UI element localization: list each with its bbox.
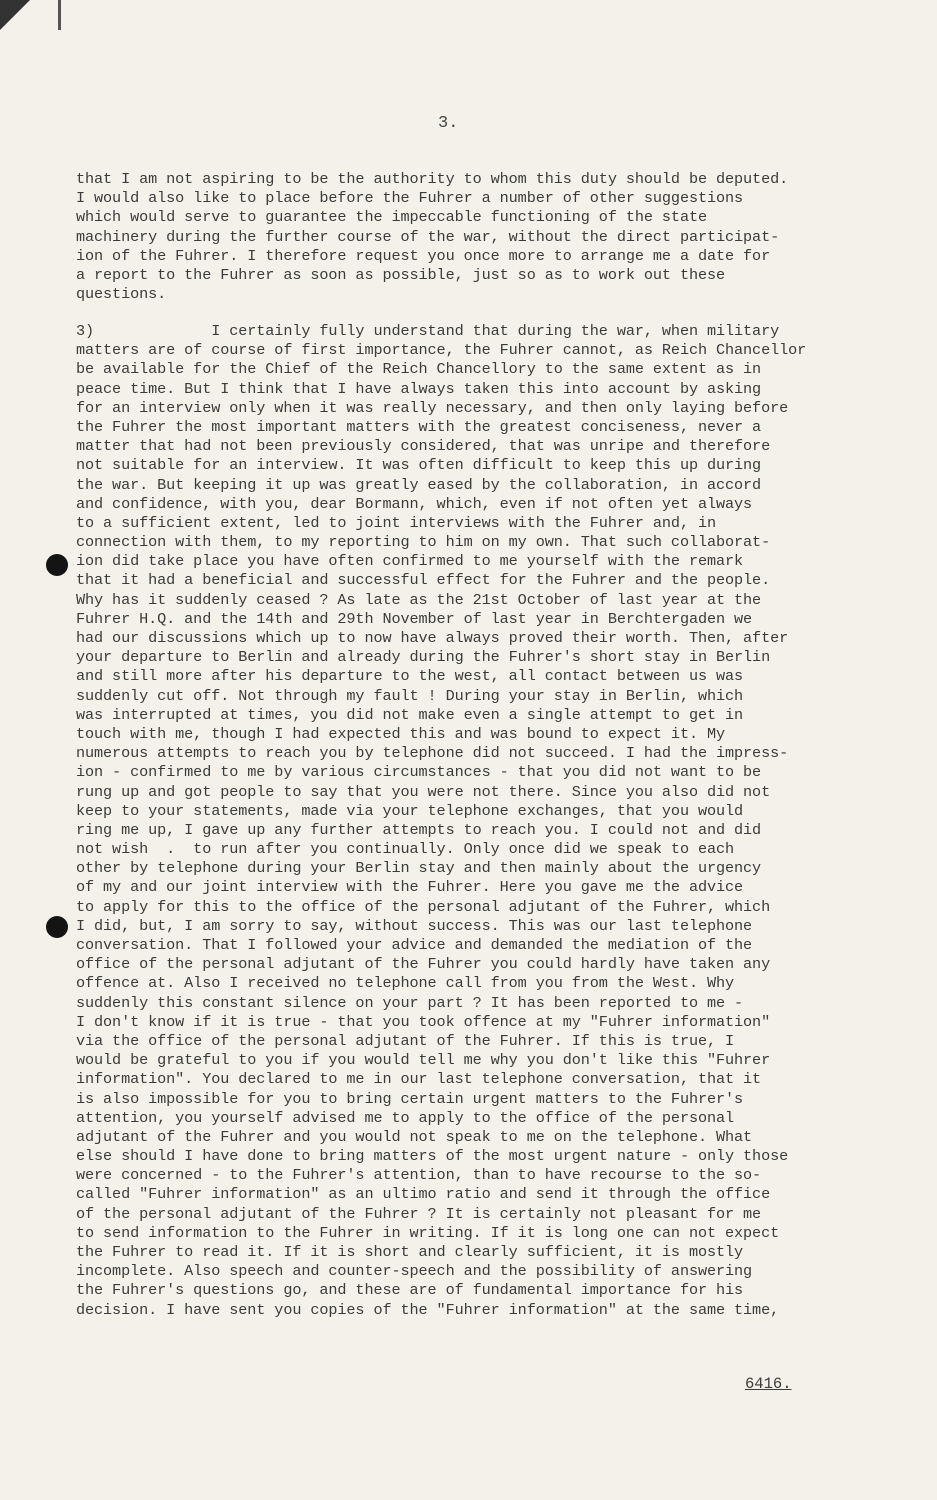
text-line: matters are of course of first importance, the Fuhrer cannot, as Reich Chancellor [76,341,807,360]
text-line: suddenly this constant silence on your part ? It has been reported to me - [76,993,744,1012]
paragraph-2 [76,322,876,1320]
text-line: matter that had not been previously considered, that was unripe and therefore [76,437,771,456]
text-line: conversation. That I followed your advice and demanded the mediation of the [76,936,753,954]
text-line: Fuhrer H.Q. and the 14th and 29th November of last year in Berchtergaden we [76,609,753,628]
text-line: Why has it suddenly ceased ? As late as the 21st October of last year at the [76,590,762,609]
punch-hole [46,554,68,576]
text-line: ion did take place you have often confirmed to me yourself with the remark [76,552,744,571]
text-line: ring me up, I gave up any further attempts to reach you. I could not and did [76,820,762,839]
text-line: to a sufficient extent, led to joint interviews with the Fuhrer and, in [76,513,716,532]
text-line: the war. But keeping it up was greatly eased by the collaboration, in accord [76,475,762,494]
text-line: your departure to Berlin and already during the Fuhrer's short stay in Berlin [76,648,771,667]
document-reference-number: 6416. [745,1375,792,1393]
text-line: decision. I have sent you copies of the "Fuhrer information" at the same time, [76,1300,780,1319]
text-line: of my and our joint interview with the Fuhrer. Here you gave me the advice [76,878,744,897]
text-line: else should I have done to bring matters of the most urgent nature - only those [76,1147,789,1166]
text-line: for an interview only when it was really necessary, and then only laying before [76,398,789,417]
text-line: I did, but, I am sorry to say, without success. This was our last telephone [76,916,753,935]
text-line: not wish . to run after you continually. Only once did we speak to each [76,840,735,859]
text-line: the Fuhrer's questions go, and these are of fundamental importance for his [76,1281,744,1300]
text-line: not suitable for an interview. It was often difficult to keep this up during [76,456,762,475]
text-line: connection with them, to my reporting to him on my own. That such collaborat- [76,533,771,552]
text-line: ion of the Fuhrer. I therefore request you once more to arrange me a date for [76,246,771,265]
text-line: I would also like to place before the Fuhrer a number of other suggestions [76,189,744,208]
text-line: and still more after his departure to the west, all contact between us was [76,667,744,686]
text-line: information". You declared to me in our last telephone conversation, that it [76,1070,762,1089]
corner-mark [0,0,30,30]
text-line: suddenly cut off. Not through my fault ! During your stay in Berlin, which [76,686,744,705]
text-line: be available for the Chief of the Reich Chancellory to the same extent as in [76,360,762,379]
text-line: of the personal adjutant of the Fuhrer ? It is certainly not pleasant for me [76,1204,762,1223]
text-line: 3) I certainly fully understand that during the war, when military [76,322,780,340]
text-line: adjutant of the Fuhrer and you would not speak to me on the telephone. What [76,1127,753,1146]
text-line: office of the personal adjutant of the Fuhrer you could hardly have taken any [76,955,771,974]
text-line: was interrupted at times, you did not make even a single attempt to get in [76,705,744,724]
text-line: via the office of the personal adjutant of the Fuhrer. If this is true, I [76,1031,735,1050]
edge-mark [58,0,61,30]
text-line: questions. [76,285,167,304]
text-line: is also impossible for you to bring certain urgent matters to the Fuhrer's [76,1089,744,1108]
text-line: would be grateful to you if you would tell me why you don't like this "Fuhrer [76,1051,771,1070]
text-line: called "Fuhrer information" as an ultimo ratio and send it through the office [76,1185,771,1204]
text-line: and confidence, with you, dear Bormann, which, even if not often yet always [76,494,753,513]
punch-hole [46,916,68,938]
text-line: numerous attempts to reach you by telephone did not succeed. I had the impress- [76,744,789,763]
text-line: to apply for this to the office of the personal adjutant of the Fuhrer, which [76,897,771,916]
text-line: to send information to the Fuhrer in writing. If it is long one can not expect [76,1223,780,1242]
text-line: I don't know if it is true - that you took offence at my "Fuhrer information" [76,1012,771,1031]
text-line: rung up and got people to say that you were not there. Since you also did not [76,782,771,801]
text-line: keep to your statements, made via your telephone exchanges, that you would [76,801,744,820]
text-line: were concerned - to the Fuhrer's attention, than to have recourse to the so- [76,1166,762,1185]
text-line: incomplete. Also speech and counter-speech and the possibility of answering [76,1262,753,1281]
text-line: attention, you yourself advised me to apply to the office of the personal [76,1108,735,1127]
text-line: touch with me, though I had expected this and was bound to expect it. My [76,724,726,743]
text-line: the Fuhrer to read it. If it is short and clearly sufficient, it is mostly [76,1243,744,1261]
text-line: peace time. But I think that I have always taken this into account by asking [76,379,762,398]
text-line: other by telephone during your Berlin stay and then mainly about the urgency [76,859,762,878]
text-line: machinery during the further course of the war, without the direct participat- [76,227,780,246]
text-line: a report to the Fuhrer as soon as possible, just so as to work out these [76,265,726,284]
text-line: offence at. Also I received no telephone call from you from the West. Why [76,974,735,993]
paragraph-1 [76,170,876,304]
text-line: the Fuhrer the most important matters with the greatest conciseness, never a [76,417,762,436]
text-line: ion - confirmed to me by various circumstances - that you did not want to be [76,763,762,782]
page-number: 3. [438,114,459,133]
text-line: which would serve to guarantee the impeccable functioning of the state [76,208,707,227]
text-line: had our discussions which up to now have always proved their worth. Then, after [76,629,789,647]
text-line: that it had a beneficial and successful effect for the Fuhrer and the people. [76,571,771,590]
text-line: that I am not aspiring to be the authority to whom this duty should be deputed. [76,170,789,188]
